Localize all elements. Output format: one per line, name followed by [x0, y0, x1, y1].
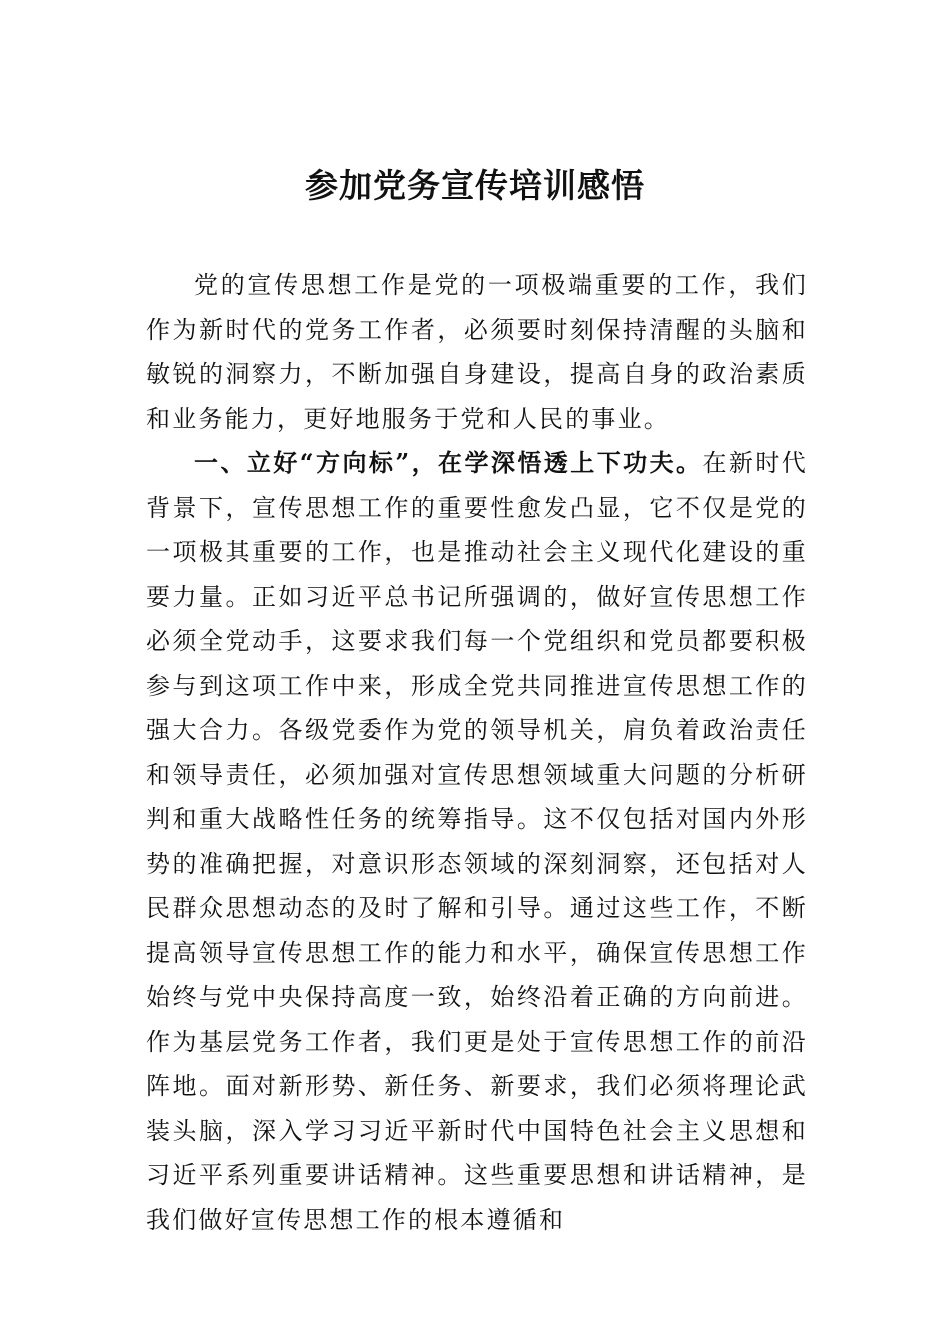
- document-title: 参加党务宣传培训感悟: [305, 166, 645, 205]
- document-body: [146, 263, 808, 1242]
- section-one-paragraph: [146, 441, 808, 1242]
- intro-paragraph: [146, 263, 808, 441]
- section-one-heading: 一、立好“方向标”，在学深悟透上下功夫。: [194, 448, 703, 477]
- section-one-text: 在新时代背景下，宣传思想工作的重要性愈发凸显，它不仅是党的一项极其重要的工作，也是推动社会主义现代化建设的重要力量。正如习近平总书记所强调的，做好宣传思想工作必须全党动手，这要求我们每一个党组织和党员都要积极参与到这项工作中来，形成全党共同推进宣传思想工作的强大合力。各级党委作为党的领导机关，肩负着政治责任和领导责任，必须加强对宣传思想领域重大问题的分析研判和重大战略性任务的统筹指导。这不仅包括对国内外形势的准确把握，对意识形态领域的深刻洞察，还包括对人民群众思想动态的及时了解和引导。通过这些工作，不断提高领导宣传思想工作的能力和水平，确保宣传思想工作始终与党中央保持高度一致，始终沿着正确的方向前进。作为基层党务工作者，我们更是处于宣传思想工作的前沿阵地。面对新形势、新任务、新要求，我们必须将理论武装头脑，深入学习习近平新时代中国特色社会主义思想和习近平系列重要讲话精神。这些重要思想和讲话精神，是我们做好宣传思想工作的根本遵循和: [146, 449, 808, 1234]
- intro-paragraph-text: 党的宣传思想工作是党的一项极端重要的工作，我们作为新时代的党务工作者，必须要时刻保持清醒的头脑和敏锐的洞察力，不断加强自身建设，提高自身的政治素质和业务能力，更好地服务于党和人民的事业。: [146, 271, 808, 433]
